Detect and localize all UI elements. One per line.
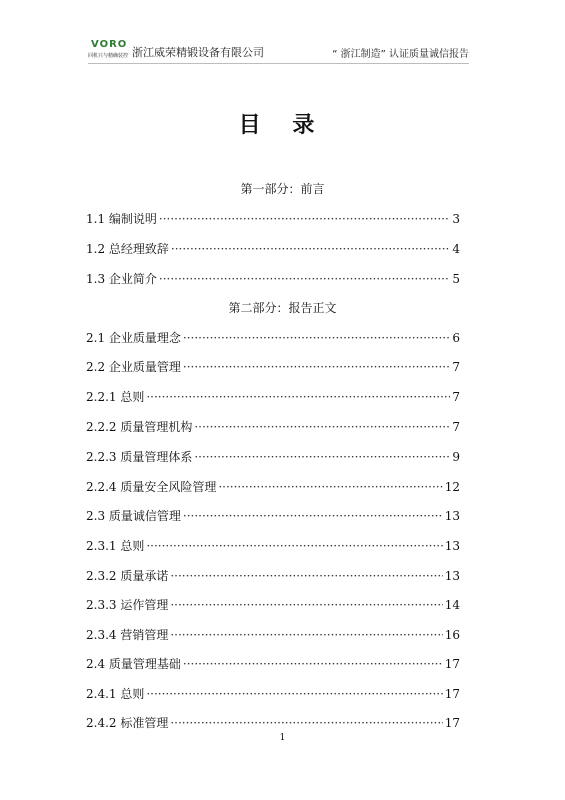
toc-leader-dots: [183, 331, 450, 345]
toc-entry[interactable]: [86, 358, 460, 375]
toc-entry-page: 13: [444, 539, 460, 553]
company-name: 浙江威荣精锻设备有限公司: [132, 46, 264, 59]
toc-entry-label: 2.4.2 标准管理: [86, 716, 169, 730]
toc-entry[interactable]: [86, 478, 460, 495]
toc-entry-label: 2.3.1 总则: [86, 539, 145, 553]
toc-leader-dots: [146, 539, 442, 553]
toc-entry[interactable]: [86, 655, 460, 672]
toc-entry[interactable]: [86, 507, 460, 524]
page-number: 1: [279, 733, 286, 743]
toc-entry-label: 2.3.2 质量承诺: [86, 569, 169, 583]
toc-entry-label: 2.2.3 质量管理体系: [86, 450, 193, 464]
toc-entry-page: 6: [452, 331, 460, 345]
toc-entry-label: 2.2.2 质量管理机构: [86, 420, 193, 434]
toc-entry-label: 2.2.1 总则: [86, 390, 145, 404]
toc-leader-dots: [183, 360, 450, 374]
company-logo: [88, 40, 130, 60]
toc-leader-dots: [218, 480, 442, 494]
logo-text: VORO: [91, 39, 128, 50]
toc-leader-dots: [194, 450, 450, 464]
toc-entry-label: 2.4 质量管理基础: [86, 657, 181, 671]
toc-entry[interactable]: [86, 418, 460, 435]
toc-leader-dots: [170, 716, 442, 730]
toc-entry-label: 1.2 总经理致辞: [86, 242, 169, 256]
toc-entry-page: 5: [452, 272, 460, 286]
toc-entry-page: 17: [444, 657, 460, 671]
toc-leader-dots: [146, 687, 442, 701]
toc-entry-label: 1.1 编制说明: [86, 212, 157, 226]
toc-title: 目 录: [238, 112, 327, 138]
toc-entry-page: 16: [444, 628, 460, 642]
toc-leader-dots: [159, 272, 450, 286]
toc-entry-page: 7: [452, 360, 460, 374]
toc-leader-dots: [183, 509, 443, 523]
toc-entry-label: 1.3 企业简介: [86, 272, 157, 286]
toc-entry-page: 3: [452, 212, 460, 226]
toc-entry-label: 2.4.1 总则: [86, 687, 145, 701]
logo-subtext: 回机只与精确装控: [88, 53, 129, 59]
toc-entry-page: 7: [452, 390, 460, 404]
toc-entry-page: 17: [444, 716, 460, 730]
toc-entry-label: 2.3 质量诚信管理: [86, 509, 181, 523]
toc-entry[interactable]: [86, 537, 460, 554]
toc-leader-dots: [170, 569, 442, 583]
toc-entry[interactable]: [86, 685, 460, 702]
toc-entry-label: 2.2 企业质量管理: [86, 360, 181, 374]
toc-entry-label: 2.3.3 运作管理: [86, 598, 169, 612]
toc-entry[interactable]: [86, 270, 460, 287]
toc-leader-dots: [170, 598, 442, 612]
toc-leader-dots: [194, 420, 450, 434]
toc-entry-page: 13: [444, 569, 460, 583]
toc-entry-label: 2.2.4 质量安全风险管理: [86, 480, 217, 494]
toc-entry-page: 4: [452, 242, 460, 256]
page-header: [88, 40, 469, 62]
toc-entry-page: 9: [452, 450, 460, 464]
toc-entry[interactable]: [86, 448, 460, 465]
toc-leader-dots: [146, 390, 450, 404]
section-heading-part2: 第二部分：报告正文: [228, 301, 337, 315]
toc-entry[interactable]: [86, 567, 460, 584]
toc-entry[interactable]: [86, 596, 460, 613]
toc-entry-label: 2.1 企业质量理念: [86, 331, 181, 345]
toc-entry[interactable]: [86, 626, 460, 643]
toc-entry[interactable]: [86, 329, 460, 346]
toc-entry-page: 12: [444, 480, 460, 494]
toc-entry[interactable]: [86, 240, 460, 257]
toc-entry[interactable]: [86, 388, 460, 405]
toc-leader-dots: [171, 242, 450, 256]
toc-entry-page: 14: [444, 598, 460, 612]
toc-leader-dots: [183, 657, 443, 671]
toc-leader-dots: [159, 212, 450, 226]
toc-entry-page: 17: [444, 687, 460, 701]
toc-entry-label: 2.3.4 营销管理: [86, 628, 169, 642]
section-heading-part1: 第一部分：前言: [240, 182, 325, 196]
toc-entry-page: 13: [444, 509, 460, 523]
toc-entry[interactable]: [86, 714, 460, 731]
toc-entry-page: 7: [452, 420, 460, 434]
toc-leader-dots: [170, 628, 442, 642]
report-title: “ 浙江制造” 认证质量诚信报告: [332, 49, 469, 60]
header-divider: [88, 63, 469, 64]
toc-entry[interactable]: [86, 210, 460, 227]
